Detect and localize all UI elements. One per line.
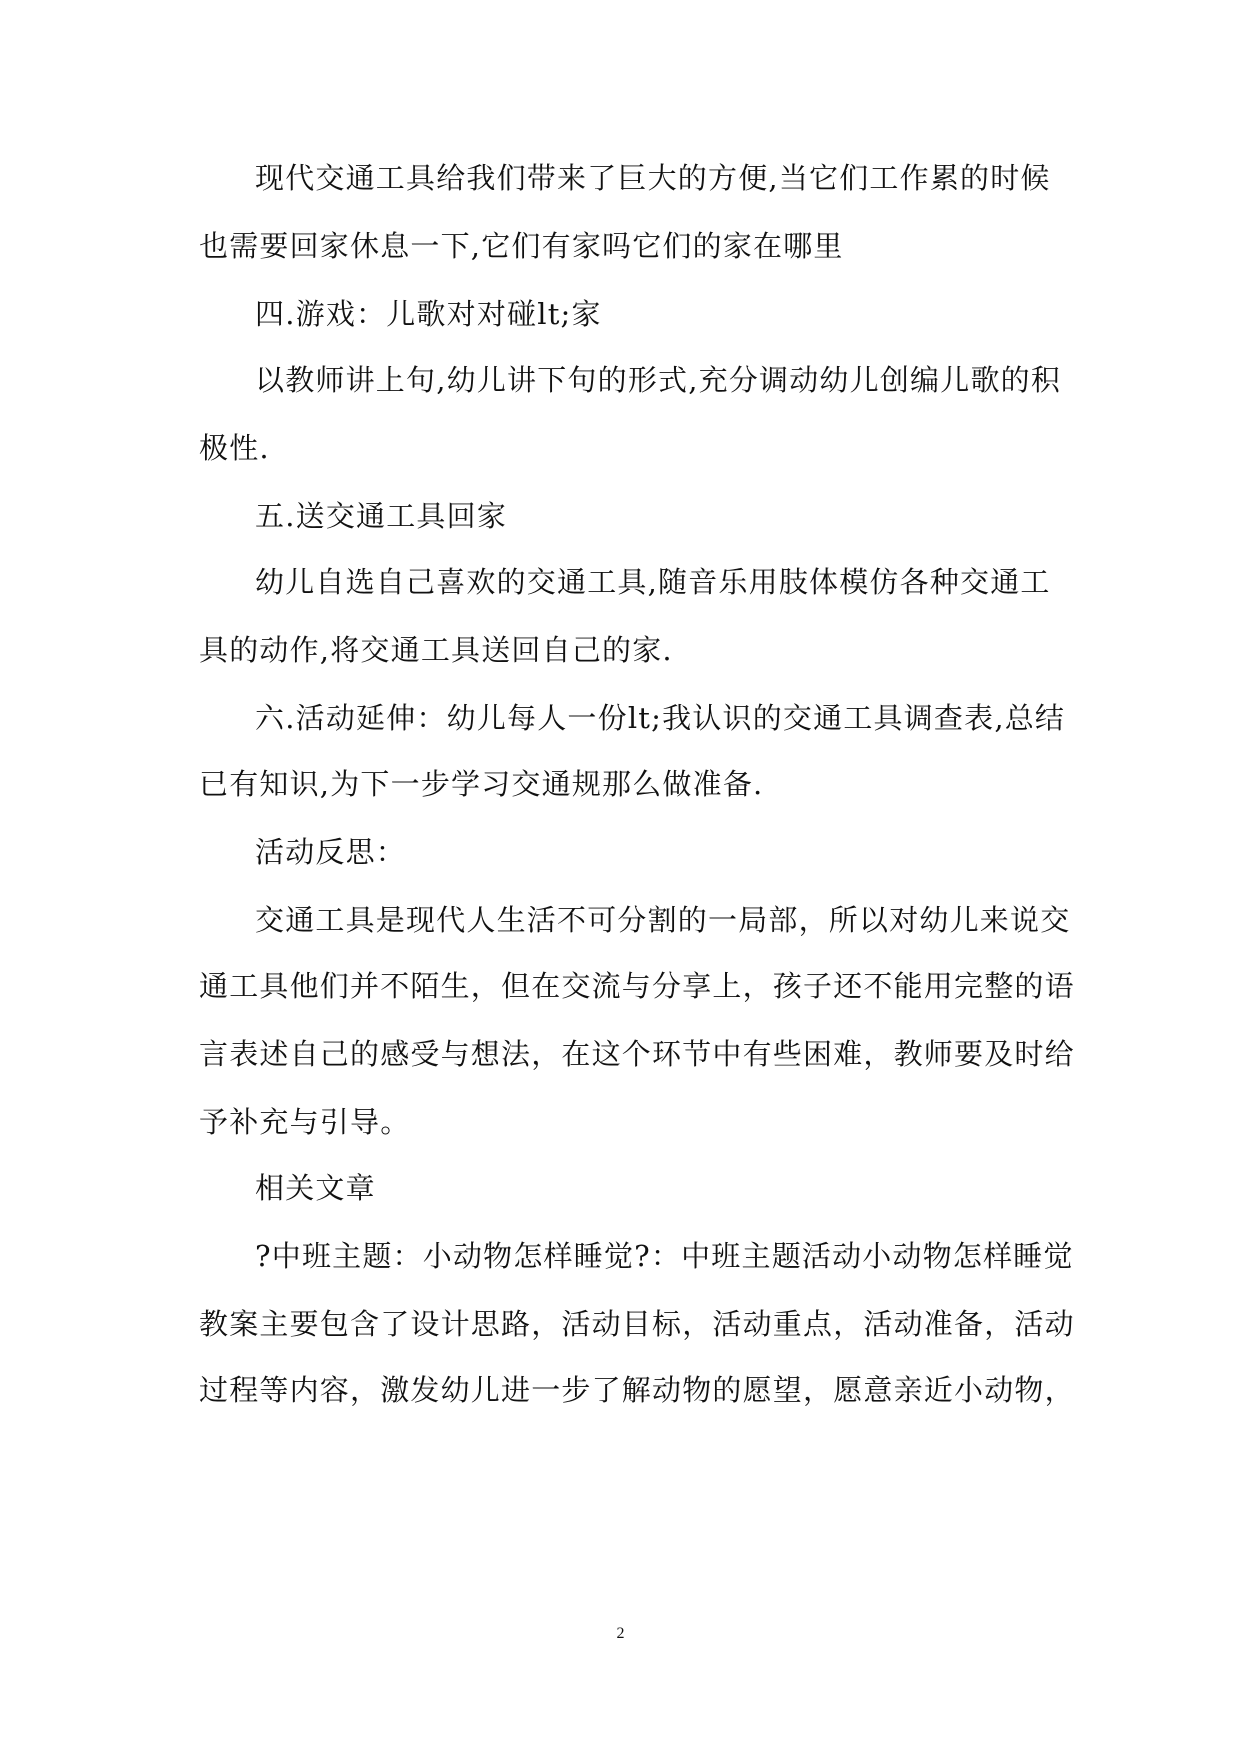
text-line: 幼儿自选自己喜欢的交通工具,随音乐用肢体模仿各种交通工 [255,565,1051,599]
text-line: ?中班主题：小动物怎样睡觉?：中班主题活动小动物怎样睡觉 [255,1239,1074,1273]
text-line: 过程等内容，激发幼儿进一步了解动物的愿望，愿意亲近小动物， [199,1373,1075,1407]
page-number: 2 [616,1625,625,1642]
section-heading: 四.游戏：儿歌对对碰lt;家 [255,297,602,331]
section-heading: 五.送交通工具回家 [255,499,508,533]
text-line: 也需要回家休息一下,它们有家吗它们的家在哪里 [199,229,844,263]
text-line: 以教师讲上句,幼儿讲下句的形式,充分调动幼儿创编儿歌的积 [255,363,1062,397]
text-line: 予补充与引导。 [199,1105,411,1139]
text-line: 通工具他们并不陌生，但在交流与分享上，孩子还不能用完整的语 [199,969,1075,1003]
text-line: 极性. [199,431,270,465]
text-line: 现代交通工具给我们带来了巨大的方便,当它们工作累的时候 [255,161,1051,195]
text-line: 教案主要包含了设计思路，活动目标，活动重点，活动准备，活动 [199,1307,1075,1341]
section-heading: 活动反思： [255,835,407,869]
text-line: 交通工具是现代人生活不可分割的一局部，所以对幼儿来说交 [255,903,1071,937]
section-heading: 六.活动延伸：幼儿每人一份lt;我认识的交通工具调查表,总结 [255,701,1066,735]
text-line: 具的动作,将交通工具送回自己的家. [199,633,673,667]
text-line: 已有知识,为下一步学习交通规那么做准备. [199,767,764,801]
text-line: 言表述自己的感受与想法，在这个环节中有些困难，教师要及时给 [199,1037,1075,1071]
section-heading: 相关文章 [255,1171,376,1205]
